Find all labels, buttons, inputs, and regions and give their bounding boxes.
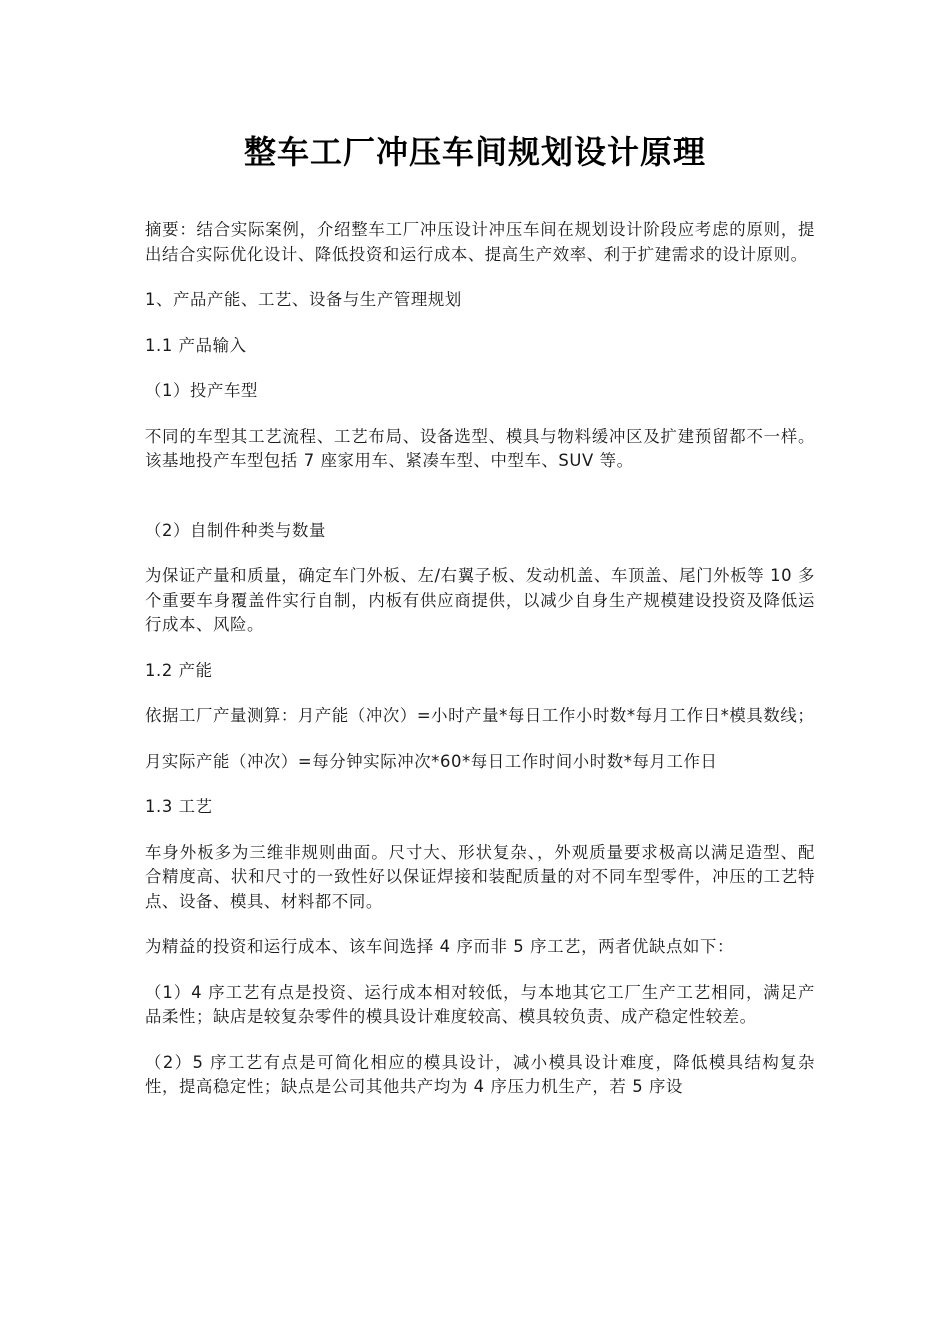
vehicle-models-paragraph: 不同的车型其工艺流程、工艺布局、设备选型、模具与物料缓冲区及扩建预留都不一样。该基地投产车型包括 7 座家用车、紧凑车型、中型车、SUV 等。: [145, 426, 815, 470]
five-step-process-paragraph: （2）5 序工艺有点是可简化相应的模具设计，减小模具设计难度，降低模具结构复杂性，提高稳定性；缺点是公司其他共产均为 4 序压力机生产，若 5 序设: [145, 1052, 815, 1096]
abstract-paragraph: 摘要：结合实际案例，介绍整车工厂冲压设计冲压车间在规划设计阶段应考虑的原则，提出结合实际优化设计、降低投资和运行成本、提高生产效率、利于扩建需求的设计原则。: [145, 220, 815, 264]
process-paragraph: 车身外板多为三维非规则曲面。尺寸大、形状复杂、，外观质量要求极高以满足造型、配合精度高、状和尺寸的一致性好以保证焊接和装配质量的对不同车型零件，冲压的工艺特点、设备、模具、材料都不同。: [145, 842, 815, 911]
document-body: [145, 218, 815, 1121]
process-choice-paragraph: 为精益的投资和运行成本、该车间选择 4 序而非 5 序工艺，两者优缺点如下：: [145, 937, 734, 956]
document-title: 整车工厂冲压车间规划设计原理: [243, 133, 706, 171]
subheading-vehicle-models: （1）投产车型: [145, 381, 258, 400]
actual-capacity-formula-paragraph: 月实际产能（冲次）=每分钟实际冲次*60*每日工作时间小时数*每月工作日: [145, 751, 718, 771]
self-made-parts-paragraph: 为保证产量和质量，确定车门外板、左/右翼子板、发动机盖、车顶盖、尾门外板等 10 多个重要车身覆盖件实行自制，内板有供应商提供，以减少自身生产规模建设投资及降低运行成本、风险。: [145, 566, 815, 634]
section-heading-1-2: 1.2 产能: [145, 660, 213, 680]
section-heading-1: 1、产品产能、工艺、设备与生产管理规划: [145, 290, 462, 309]
four-step-process-paragraph: （1）4 序工艺有点是投资、运行成本相对较低，与本地其它工厂生产工艺相同，满足产品柔性；缺店是较复杂零件的模具设计难度较高、模具较负责、成产稳定性较差。: [145, 982, 815, 1026]
section-heading-1-3: 1.3 工艺: [145, 797, 213, 816]
capacity-formula-paragraph: 依据工厂产量测算：月产能（冲次）=小时产量*每日工作小时数*每月工作日*模具数线；: [145, 706, 815, 725]
subheading-self-made-parts: （2）自制件种类与数量: [145, 520, 326, 540]
section-heading-1-1: 1.1 产品输入: [145, 335, 247, 355]
